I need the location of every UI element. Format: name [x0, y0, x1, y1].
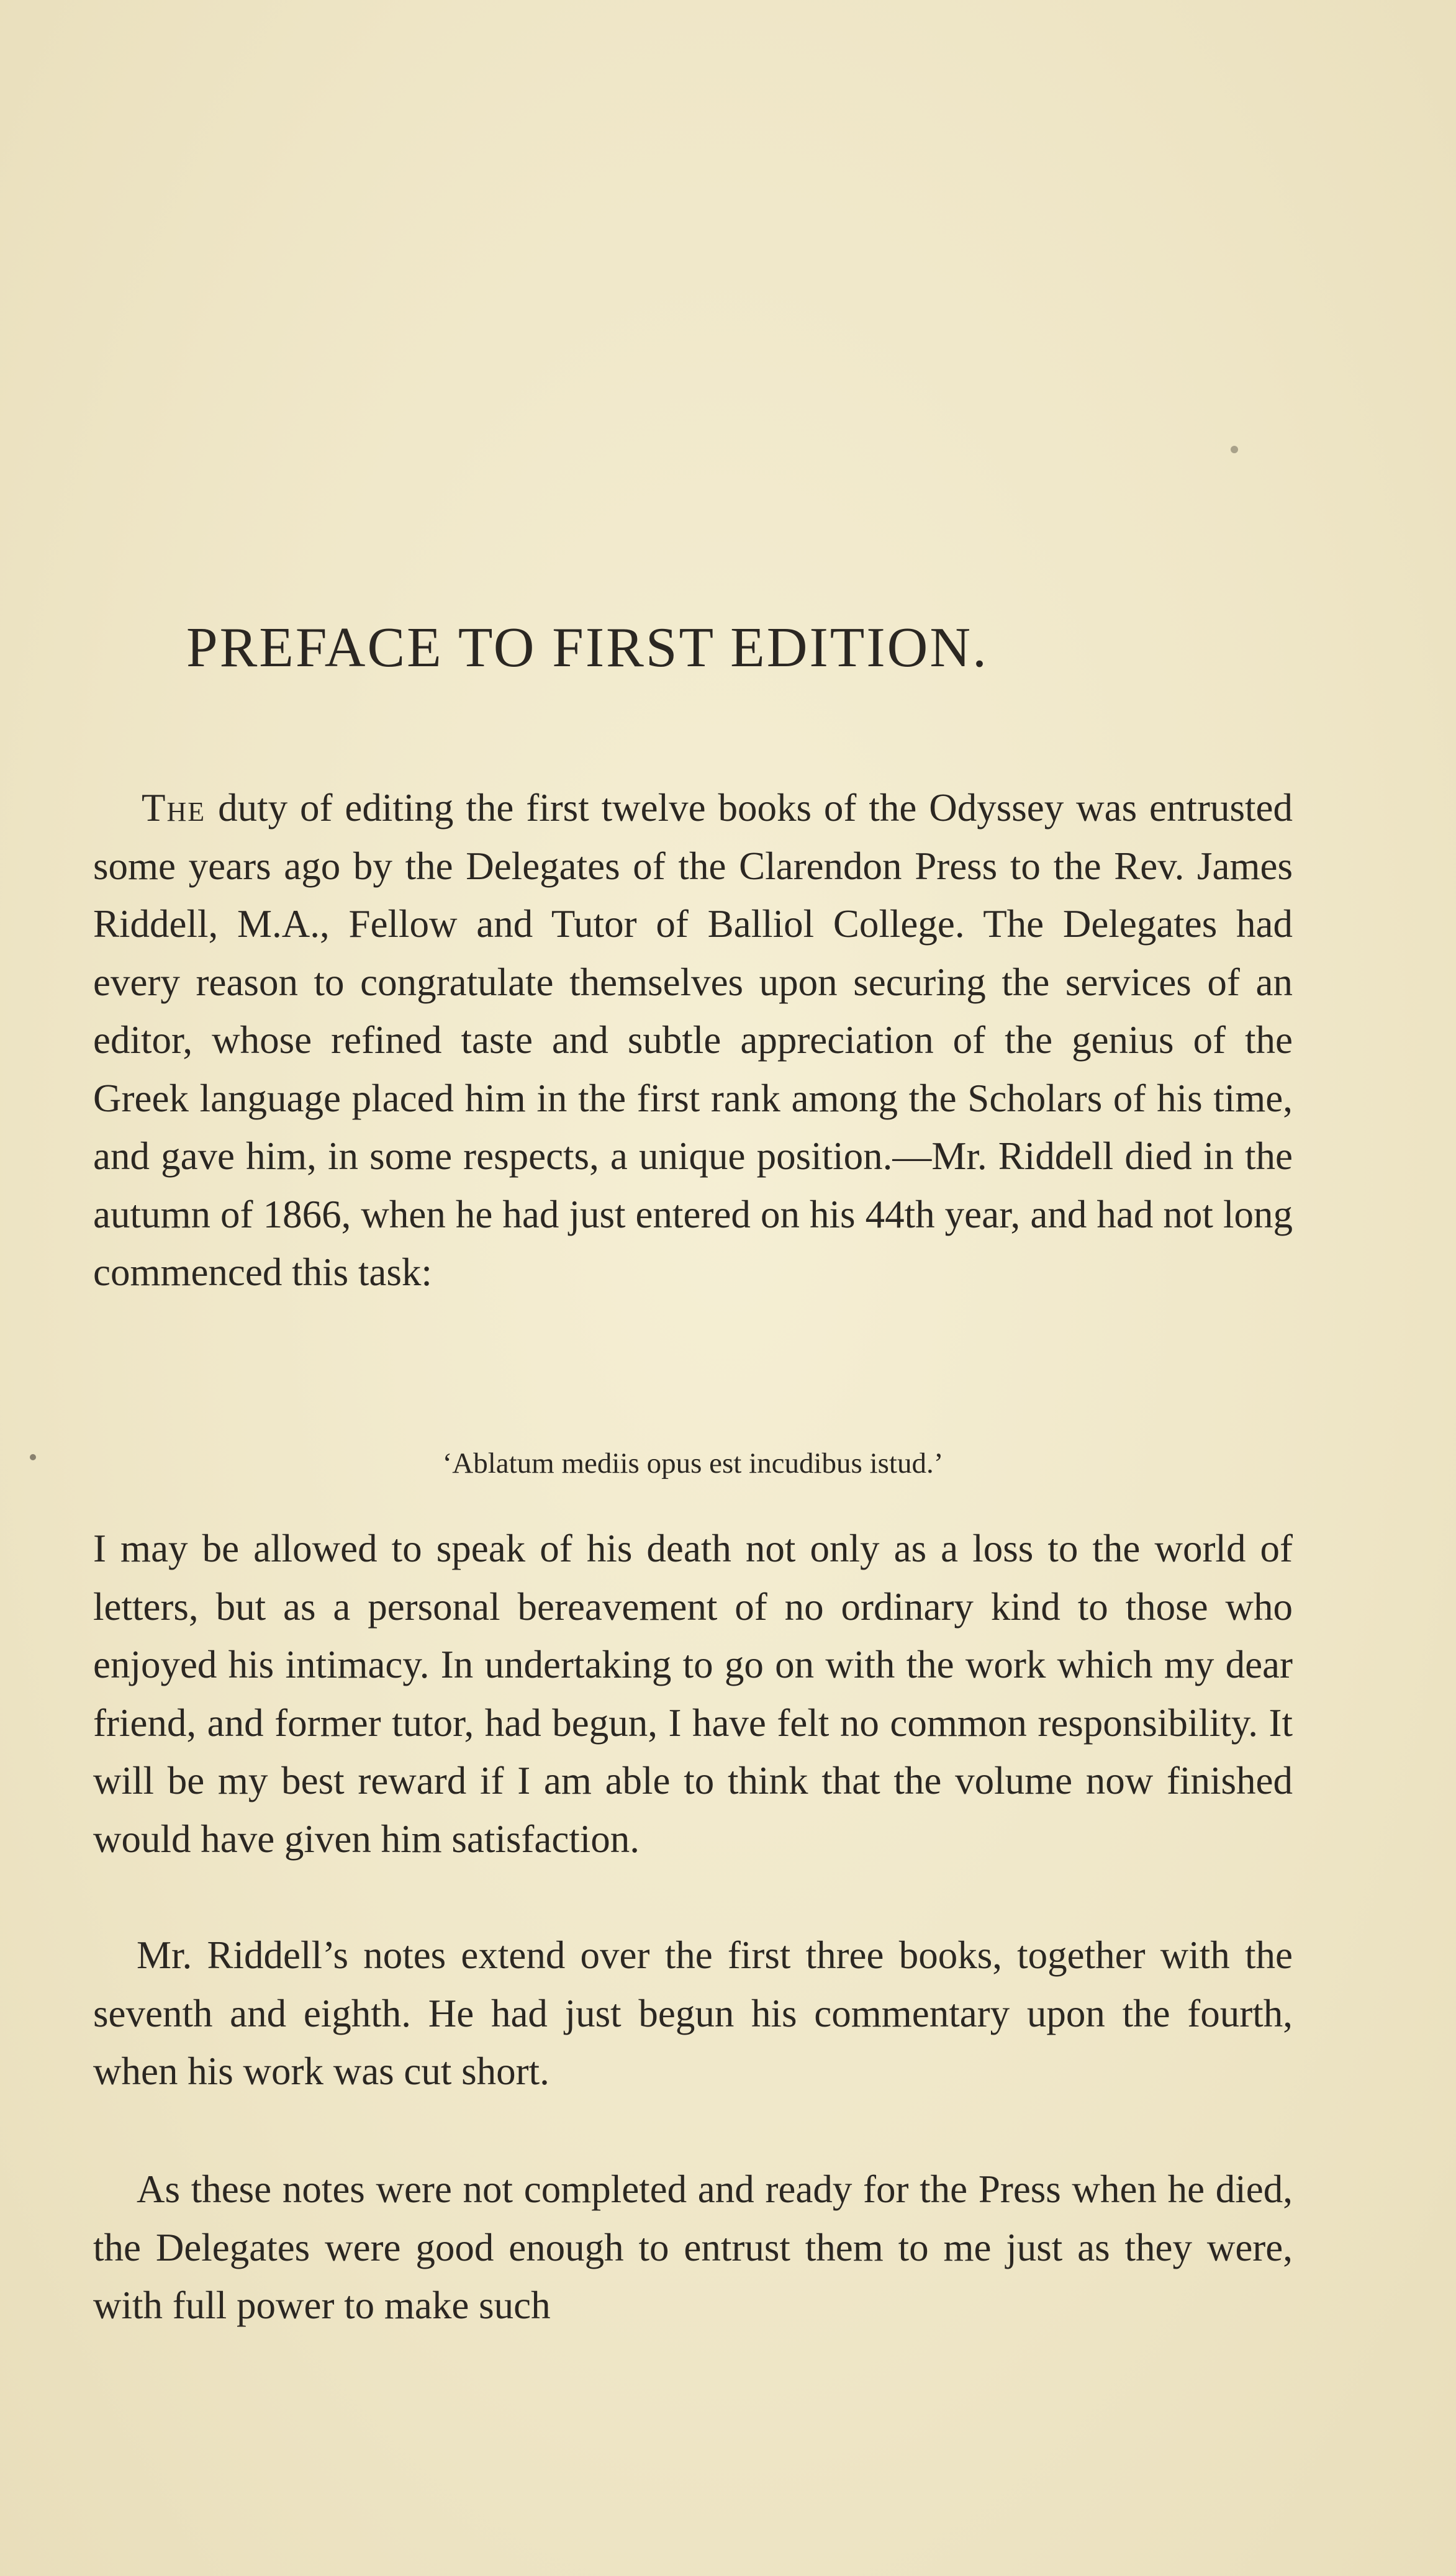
paragraph-2: I may be allowed to speak of his death not only as a loss to the world of letters, but as a personal bereavement of no ordinary kind to those who enjoyed his intimacy. In undertaking to go on with the work which my dear friend, and former tutor, had begun, I have felt no common responsibility. It will be my best reward if I am able to think that the volume now finished would have given him satisfaction.	[93, 1527, 1293, 1861]
page-title: PREFACE TO FIRST EDITION.	[186, 616, 988, 679]
paragraph-1-lead-word: The	[142, 786, 206, 829]
ink-speck	[1231, 446, 1238, 453]
paragraph-1-text: duty of editing the first twelve books of the Odyssey was entrusted some years ago by the Delegates of the Clarendon Press to the Rev. James Riddell, M.A., Fellow and Tutor of Balliol College. The Delegates had every reason to congratulate themselves upon securing the services of an editor, whose refined taste and subtle appreciation of the genius of the Greek language placed him in the first rank among the Scholars of his time, and gave him, in some respects, a unique position.—Mr. Riddell died in the autumn of 1866, when he had just entered on his 44th year, and had not long commenced this task:	[93, 786, 1293, 1294]
paragraph-4: As these notes were not completed and ready for the Press when he died, the Delegates were good enough to entrust them to me just as they were, with full power to make such	[93, 2167, 1293, 2327]
paragraph-1	[93, 779, 1293, 1302]
margin-mark	[30, 1454, 36, 1460]
latin-quotation: ‘Ablatum mediis opus est incudibus istud.’	[442, 1447, 944, 1480]
paragraph-3: Mr. Riddell’s notes extend over the first three books, together with the seventh and eighth. He had just begun his commentary upon the fourth, when his work was cut short.	[93, 1933, 1293, 2093]
